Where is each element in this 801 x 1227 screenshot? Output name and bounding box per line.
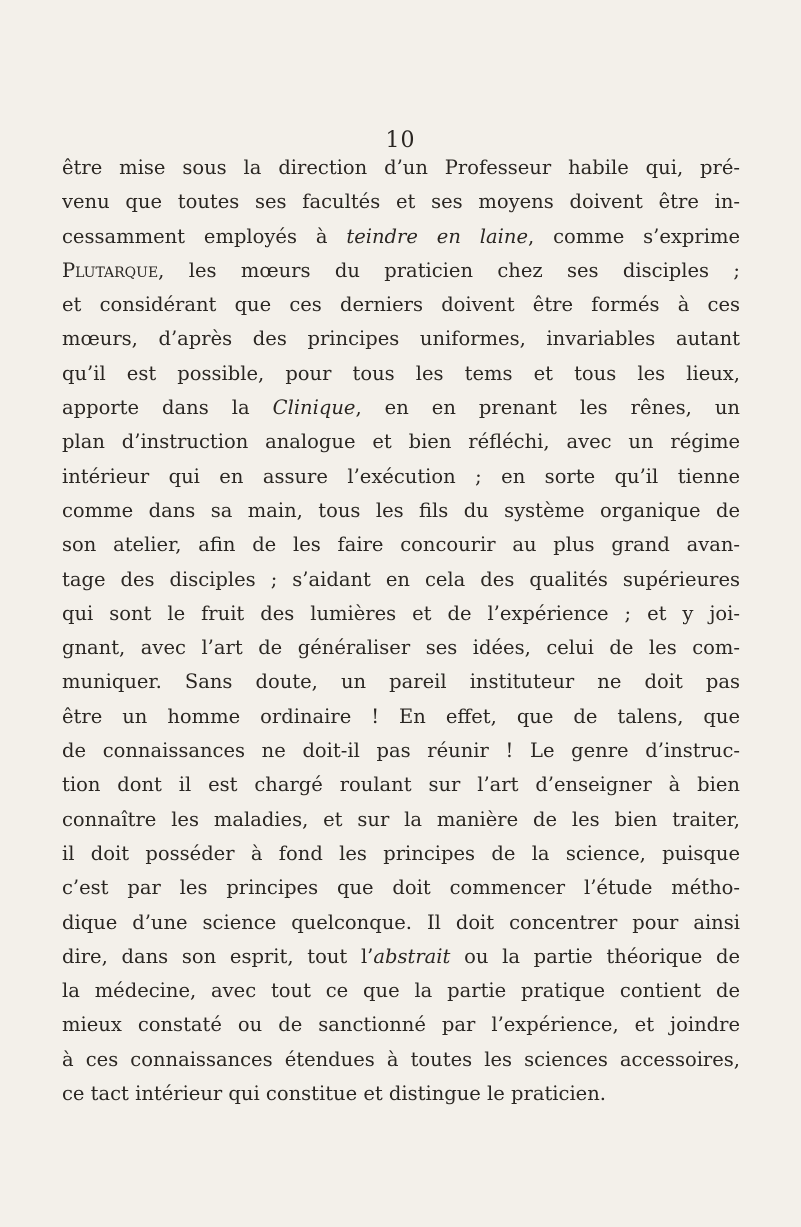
text-line: venu que toutes ses facultés et ses moyens doivent être in- (62, 190, 740, 214)
italic-phrase: teindre en laine (346, 224, 528, 248)
text-line: mœurs, d’après des principes uniformes, invariables autant (62, 327, 740, 351)
text-line: être mise sous la direction d’un Professeur habile qui, pré- (62, 156, 740, 179)
text-line: plan d’instruction analogue et bien réfléchi, avec un régime (62, 430, 740, 454)
text-line: mieux constaté ou de sanctionné par l’expérience, et joindre (62, 1013, 740, 1037)
text-line: dire, dans son esprit, tout l’abstrait ou la partie théorique de (62, 944, 740, 968)
text-line: apporte dans la Clinique, en en prenant les rênes, un (62, 396, 740, 420)
text-line: être un homme ordinaire ! En effet, que de talens, que (62, 704, 740, 728)
text-line: c’est par les principes que doit commencer l’étude métho- (62, 876, 740, 900)
text-line: intérieur qui en assure l’exécution ; en sorte qu’il tienne (62, 464, 740, 488)
author-name: Plutarque (62, 258, 159, 282)
text-line: qu’il est possible, pour tous les tems et tous les lieux, (62, 361, 740, 385)
page-number: 10 (385, 128, 416, 153)
text-line: la médecine, avec tout ce que la partie pratique contient de (62, 979, 740, 1003)
text-line: ce tact intérieur qui constitue et distingue le praticien. (62, 1082, 606, 1106)
text-line: connaître les maladies, et sur la manière de les bien traiter, (62, 807, 740, 831)
text-line: comme dans sa main, tous les fils du système organique de (62, 498, 740, 522)
text-line: cessamment employés à teindre en laine, comme s’exprime (62, 224, 740, 248)
text-line: de connaissances ne doit-il pas réunir ! Le genre d’instruc- (62, 739, 740, 763)
text-line: il doit posséder à fond les principes de la science, puisque (62, 841, 740, 865)
italic-phrase: abstrait (373, 944, 451, 968)
text-line: muniquer. Sans doute, un pareil instituteur ne doit pas (62, 670, 740, 694)
text-line: qui sont le fruit des lumières et de l’expérience ; et y joi- (62, 601, 740, 625)
text-line: tage des disciples ; s’aidant en cela des qualités supérieures (62, 567, 740, 591)
italic-phrase: Clinique (272, 396, 356, 420)
text-line: tion dont il est chargé roulant sur l’art d’enseigner à bien (62, 773, 740, 797)
text-line: dique d’une science quelconque. Il doit concentrer pour ainsi (62, 910, 740, 934)
text-line: gnant, avec l’art de généraliser ses idées, celui de les com- (62, 636, 740, 660)
text-line: Plutarque, les mœurs du praticien chez ses disciples ; (62, 258, 740, 282)
text-line: et considérant que ces derniers doivent être formés à ces (62, 293, 740, 317)
text-line: son atelier, afin de les faire concourir au plus grand avan- (62, 533, 740, 557)
body-text (62, 151, 740, 1111)
text-line: à ces connaissances étendues à toutes les sciences accessoires, (62, 1047, 740, 1071)
